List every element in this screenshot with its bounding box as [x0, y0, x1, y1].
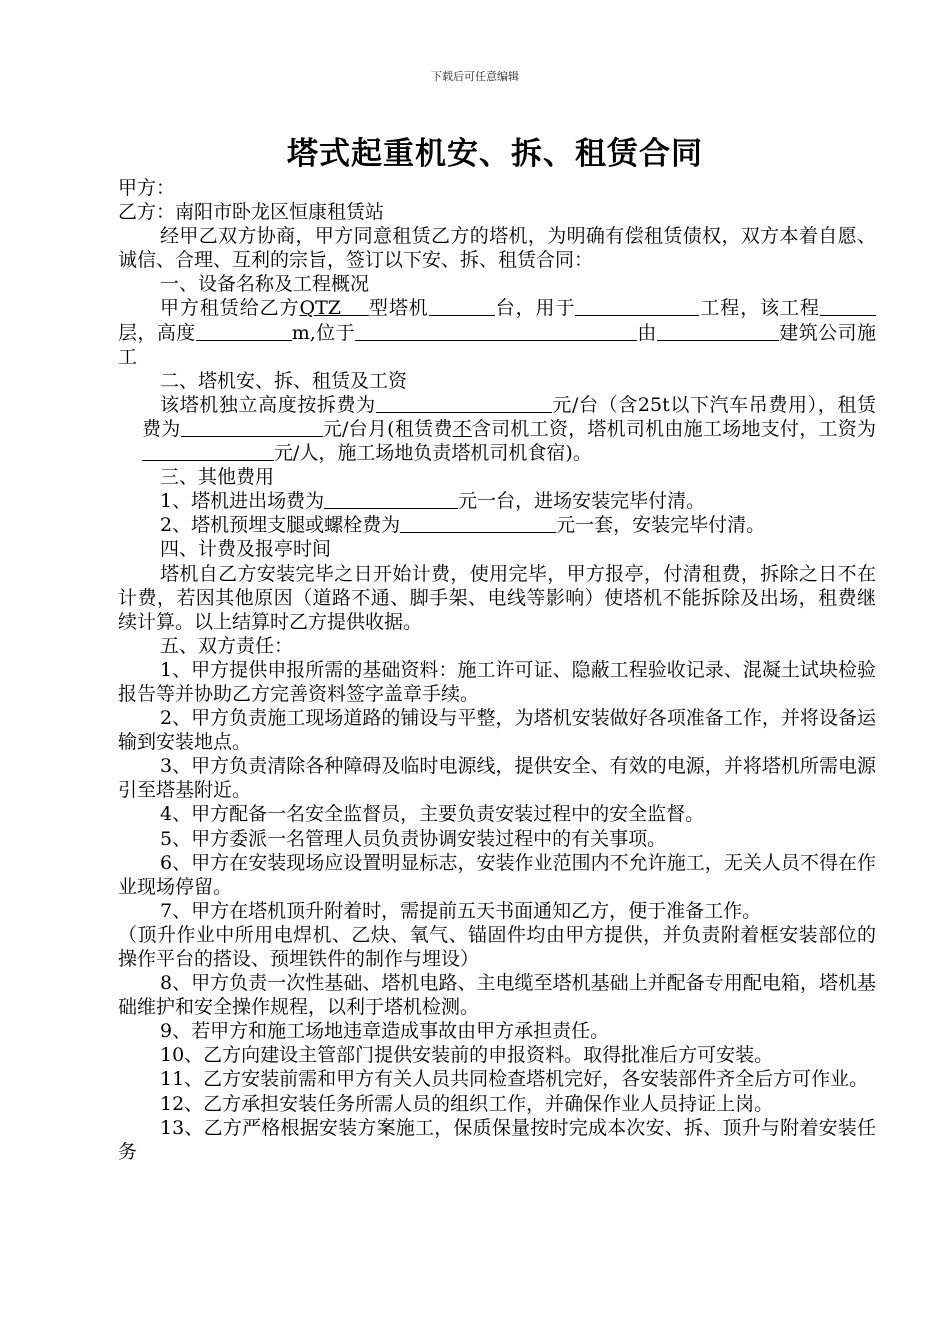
entry-fee-blank	[324, 489, 458, 509]
s2-text-1: 该塔机独立高度按拆费为	[160, 393, 376, 416]
dismantle-fee-blank	[376, 393, 552, 413]
s3-item-2-a: 2、塔机预埋支腿或螺栓费为	[160, 514, 401, 537]
height-blank	[196, 321, 292, 341]
list-item: 7、甲方在塔机顶升附着时，需提前五天书面通知乙方，便于准备工作。	[160, 899, 762, 922]
party-a-label: 甲方：	[118, 177, 176, 199]
header-note: 下载后可任意编辑	[431, 70, 519, 83]
s1-text-5: 层，高度	[118, 321, 196, 344]
s3-item-1-b: 元一台，进场安装完毕付清。	[458, 490, 706, 513]
s1-text-8: 建筑公司施工	[118, 321, 876, 368]
section-2-paragraph	[118, 393, 876, 465]
s2-text-4: 含司机工资，塔机司机由施工场地支付，工资为	[471, 417, 876, 440]
intro-paragraph: 经甲乙双方协商，甲方同意租赁乙方的塔机，为明确有偿租赁债权，双方本着自愿、诚信、合理、互利的宗旨，签订以下安、拆、租赁合同：	[118, 225, 876, 272]
item-7-note: （顶升作业中所用电焊机、乙炔、氧气、锚固件均由甲方提供，并负责附着框安装部位的操作平台的搭设、预埋铁件的制作与埋设）	[118, 923, 876, 970]
section-3-item-1	[118, 489, 876, 513]
section-3-heading: 三、其他费用	[160, 466, 275, 489]
list-item: 3、甲方负责清除各种障碍及临时电源线，提供安全、有效的电源，并将塔机所需电源引至塔基附近。	[118, 755, 876, 802]
list-item: 13、乙方严格根据安装方案施工，保质保量按时完成本次安、拆、顶升与附着安装任务	[118, 1116, 876, 1163]
party-a-line	[118, 176, 876, 200]
floors-blank	[820, 296, 876, 316]
list-item: 6、甲方在安装现场应设置明显标志，安装作业范围内不允许施工，无关人员不得在作业现场停留。	[118, 851, 876, 898]
list-item: 11、乙方安装前需和甲方有关人员共同检查塔机完好，各安装部件齐全后方可作业。	[160, 1068, 869, 1091]
wage-blank	[142, 441, 274, 461]
list-item: 10、乙方向建设主管部门提供安装前的申报资料。取得批准后方可安装。	[160, 1044, 774, 1067]
list-item: 12、乙方承担安装任务所需人员的组织工作，并确保作业人员持证上岗。	[160, 1092, 774, 1115]
list-item: 2、甲方负责施工现场道路的铺设与平整，为塔机安装做好各项准备工作，并将设备运输到安装地点。	[118, 707, 876, 754]
section-5-heading: 五、双方责任：	[160, 634, 294, 657]
s2-text-3: 元/台月(租赁费	[322, 417, 453, 440]
party-b-label: 乙方：	[118, 201, 176, 224]
model-value: QTZ	[299, 297, 341, 320]
list-item: 5、甲方委派一名管理人员负责协调安装过程中的有关事项。	[160, 827, 667, 850]
party-b-line	[118, 200, 876, 224]
s1-text-2: 型塔机	[368, 297, 429, 320]
list-item: 4、甲方配备一名安全监督员，主要负责安装过程中的安全监督。	[160, 803, 705, 826]
document-title: 塔式起重机安、拆、租赁合同	[287, 136, 703, 172]
s2-underlined-word: 不	[452, 417, 472, 440]
model-field	[300, 297, 369, 319]
list-item: 8、甲方负责一次性基础、塔机电路、主电缆至塔机基础上并配备专用配电箱，塔机基础维护和安全操作规程，以利于塔机检测。	[118, 972, 876, 1019]
s1-text-1: 甲方租赁给乙方	[160, 297, 300, 320]
party-b-name: 南阳市卧龙区恒康租赁站	[175, 201, 385, 224]
s1-text-6: m,位于	[291, 321, 356, 344]
s2-text-5: 元/人，施工场地负责塔机司机食宿)。	[274, 442, 592, 465]
section-1-paragraph	[118, 296, 876, 368]
s3-item-2-b: 元一套，安装完毕付清。	[556, 514, 766, 537]
section-4-heading: 四、计费及报亭时间	[160, 538, 332, 561]
contract-body	[118, 176, 876, 1164]
embed-fee-blank	[400, 513, 556, 533]
section-1-heading: 一、设备名称及工程概况	[160, 273, 370, 296]
list-item: 9、若甲方和施工场地违章造成事故由甲方承担责任。	[160, 1020, 610, 1043]
s3-item-1-a: 1、塔机进出场费为	[160, 490, 325, 513]
rent-fee-blank	[181, 417, 323, 437]
section-2-heading: 二、塔机安、拆、租赁及工资	[160, 369, 408, 392]
s1-text-7: 由	[637, 321, 657, 344]
location-blank	[355, 321, 637, 341]
s1-text-3: 台，用于	[494, 297, 576, 320]
quantity-blank	[429, 296, 495, 316]
company-blank	[657, 321, 779, 341]
s1-text-4: 工程，该工程	[699, 297, 820, 320]
s2-text-2: 元/台（含25t以下汽车吊费用），租赁费为	[142, 393, 876, 440]
section-3-item-2	[118, 513, 876, 537]
project-blank	[575, 296, 699, 316]
section-4-paragraph: 塔机自乙方安装完毕之日开始计费，使用完毕，甲方报亭，付清租费，拆除之日不在计费，若因其他原因（道路不通、脚手架、电线等影响）使塔机不能拆除及出场，租费继续计算。以上结算时乙方提供收据。	[118, 562, 876, 633]
list-item: 1、甲方提供申报所需的基础资料：施工许可证、隐蔽工程验收记录、混凝土试块检验报告等并协助乙方完善资料签字盖章手续。	[118, 658, 876, 705]
